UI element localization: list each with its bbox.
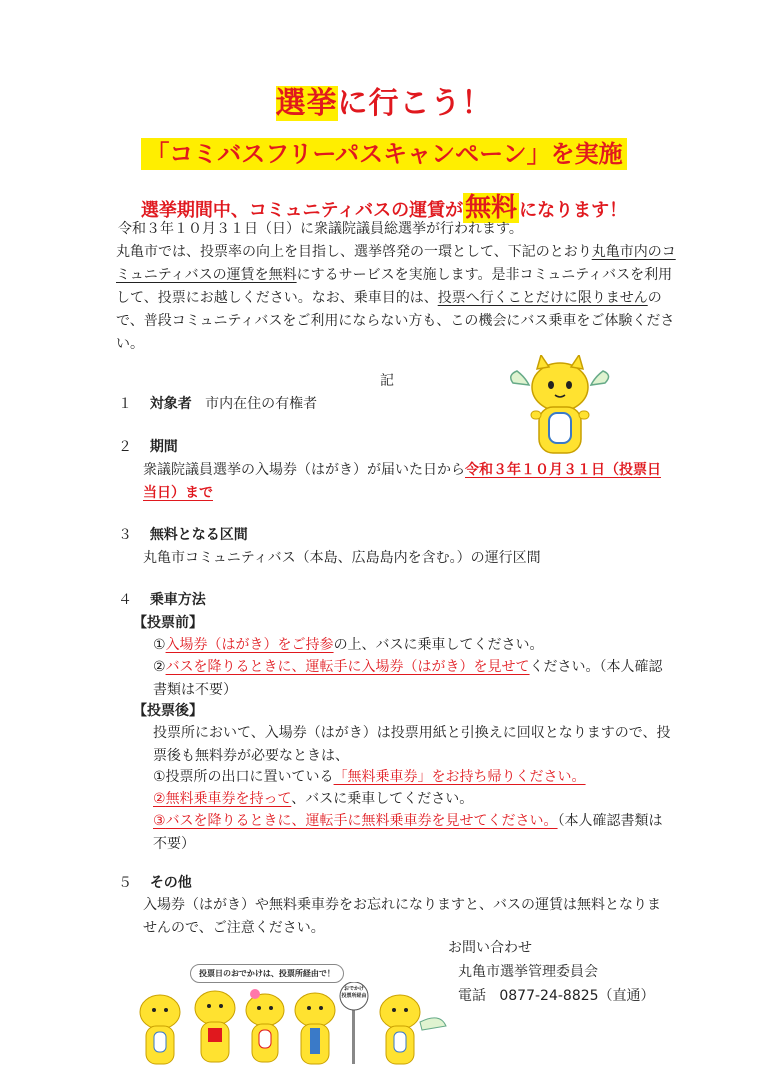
intro-text-a: 丸亀市では、投票率の向上を目指し、選挙啓発の一環として、下記のとおり [116,244,592,260]
after-step-3 [153,810,673,856]
mascot-group-illustration [130,958,460,1074]
section-1-text: 市内在住の有権者 [205,396,318,412]
after-step-3-num: ③ [153,813,166,829]
before-step-1-rest: の上、バスに乗車してください。 [333,637,544,653]
headline-after: になります！ [519,200,628,221]
headline-free: 無料 [465,193,518,223]
section-2-text [143,459,663,505]
after-step-2-red: 無料乗車券を持って [165,791,292,807]
contact-phone-row [448,984,688,1008]
intro-paragraph [118,218,676,356]
after-step-1-red: 「無料乗車券」をお持ち帰りください。 [333,769,586,785]
mascot-icon [505,355,615,460]
section-5-number: ５ [118,875,132,891]
section-2-text-red: 令和３年１０月３１日（投票日当日）まで [143,462,661,501]
section-5-heading-row [118,872,192,895]
before-step-1 [153,634,544,657]
title-highlight: 選挙 [275,86,338,121]
intro-line-2 [116,241,676,356]
section-3-heading: 無料となる区間 [149,527,248,543]
bus-stop-sign [338,986,370,1000]
intro-text-e: ので、普段コミュニティバスをご利用にならない方も、この機会にバス乗車をご体験ください。 [116,290,675,352]
ki-mark: 記 [380,373,394,389]
section-1 [118,393,317,416]
section-3-number: ３ [118,527,132,543]
sign-top-text: おでかけ [344,986,364,992]
before-step-2-red: バスを降りるときに、運転手に入場券（はがき）を見せて [165,659,530,675]
campaign-title [0,134,768,169]
intro-text-c: にするサービスを実施します。是非コミュニティバスを利用して、投票にお越しください。なお、乗車目的は、 [116,267,673,306]
after-step-2 [153,788,473,811]
intro-line-1: 令和３年１０月３１日（日）に衆議院議員総選挙が行われます。 [118,221,523,237]
before-step-1-red: 入場券（はがき）をご持参 [165,637,334,653]
section-1-number: １ [118,396,132,412]
section-5-text: 入場券（はがき）や無料乗車券をお忘れになりますと、バスの運賃は無料となりませんので、ご注意ください。 [143,897,661,936]
after-step-2-num: ② [153,791,166,807]
before-step-2-num: ② [153,659,166,675]
contact-block [448,936,688,1008]
after-intro: 投票所において、入場券（はがき）は投票用紙と引換えに回収となりますので、投票後も無料券が必要なときは、 [153,725,671,764]
headline-before: 選挙期間中、コミュニティバスの運賃が [140,200,464,221]
title-rest: に行こう！ [337,86,493,121]
before-step-1-num: ① [153,637,166,653]
section-3-text: 丸亀市コミュニティバス（本島、広島島内を含む。）の運行区間 [143,550,541,566]
main-title [0,78,768,122]
section-3-heading-row [118,524,248,547]
contact-tel: 0877-24-8825（直通） [499,988,655,1004]
section-5-heading: その他 [149,875,192,891]
sign-main-text: 投票所経由 [341,993,367,999]
after-step-1 [153,766,586,789]
after-step-1-text: ①投票所の出口に置いている [153,769,334,785]
section-4-heading: 乗車方法 [149,592,206,608]
campaign-title-text: 「コミバスフリーパスキャンペーン」を実施 [141,138,626,170]
after-voting-heading: 【投票後】 [133,703,203,719]
section-2-heading: 期間 [149,439,178,455]
before-step-2-rest: ください。（本人確認書類は不要） [153,659,663,698]
contact-label: お問い合わせ [448,940,532,956]
section-4-number: ４ [118,592,132,608]
mascot-group-icon [130,982,460,1074]
section-4-heading-row [118,589,206,612]
section-1-heading: 対象者 [149,396,192,412]
before-step-2 [153,656,673,702]
contact-tel-label: 電話 [458,988,486,1004]
after-step-2-rest: 、バスに乗車してください。 [291,791,474,807]
after-step-3-red: バスを降りるときに、運転手に無料乗車券を見せてください。 [165,813,558,829]
section-2-number: ２ [118,439,132,455]
intro-text-underline-1: 丸亀市内のコミュニティバスの運賃を無料 [116,244,676,283]
section-2-text-a: 衆議院議員選挙の入場券（はがき）が届いた日から [143,462,465,478]
intro-text-underline-2: 投票へ行くことだけに限りません [437,290,648,306]
before-voting-heading: 【投票前】 [133,615,203,631]
after-step-3-rest: （本人確認書類は不要） [153,813,663,852]
speech-bubble: 投票日のおでかけは、投票所経由で！ [190,964,344,983]
contact-org: 丸亀市選挙管理委員会 [458,964,598,980]
section-2-heading-row [118,436,178,459]
